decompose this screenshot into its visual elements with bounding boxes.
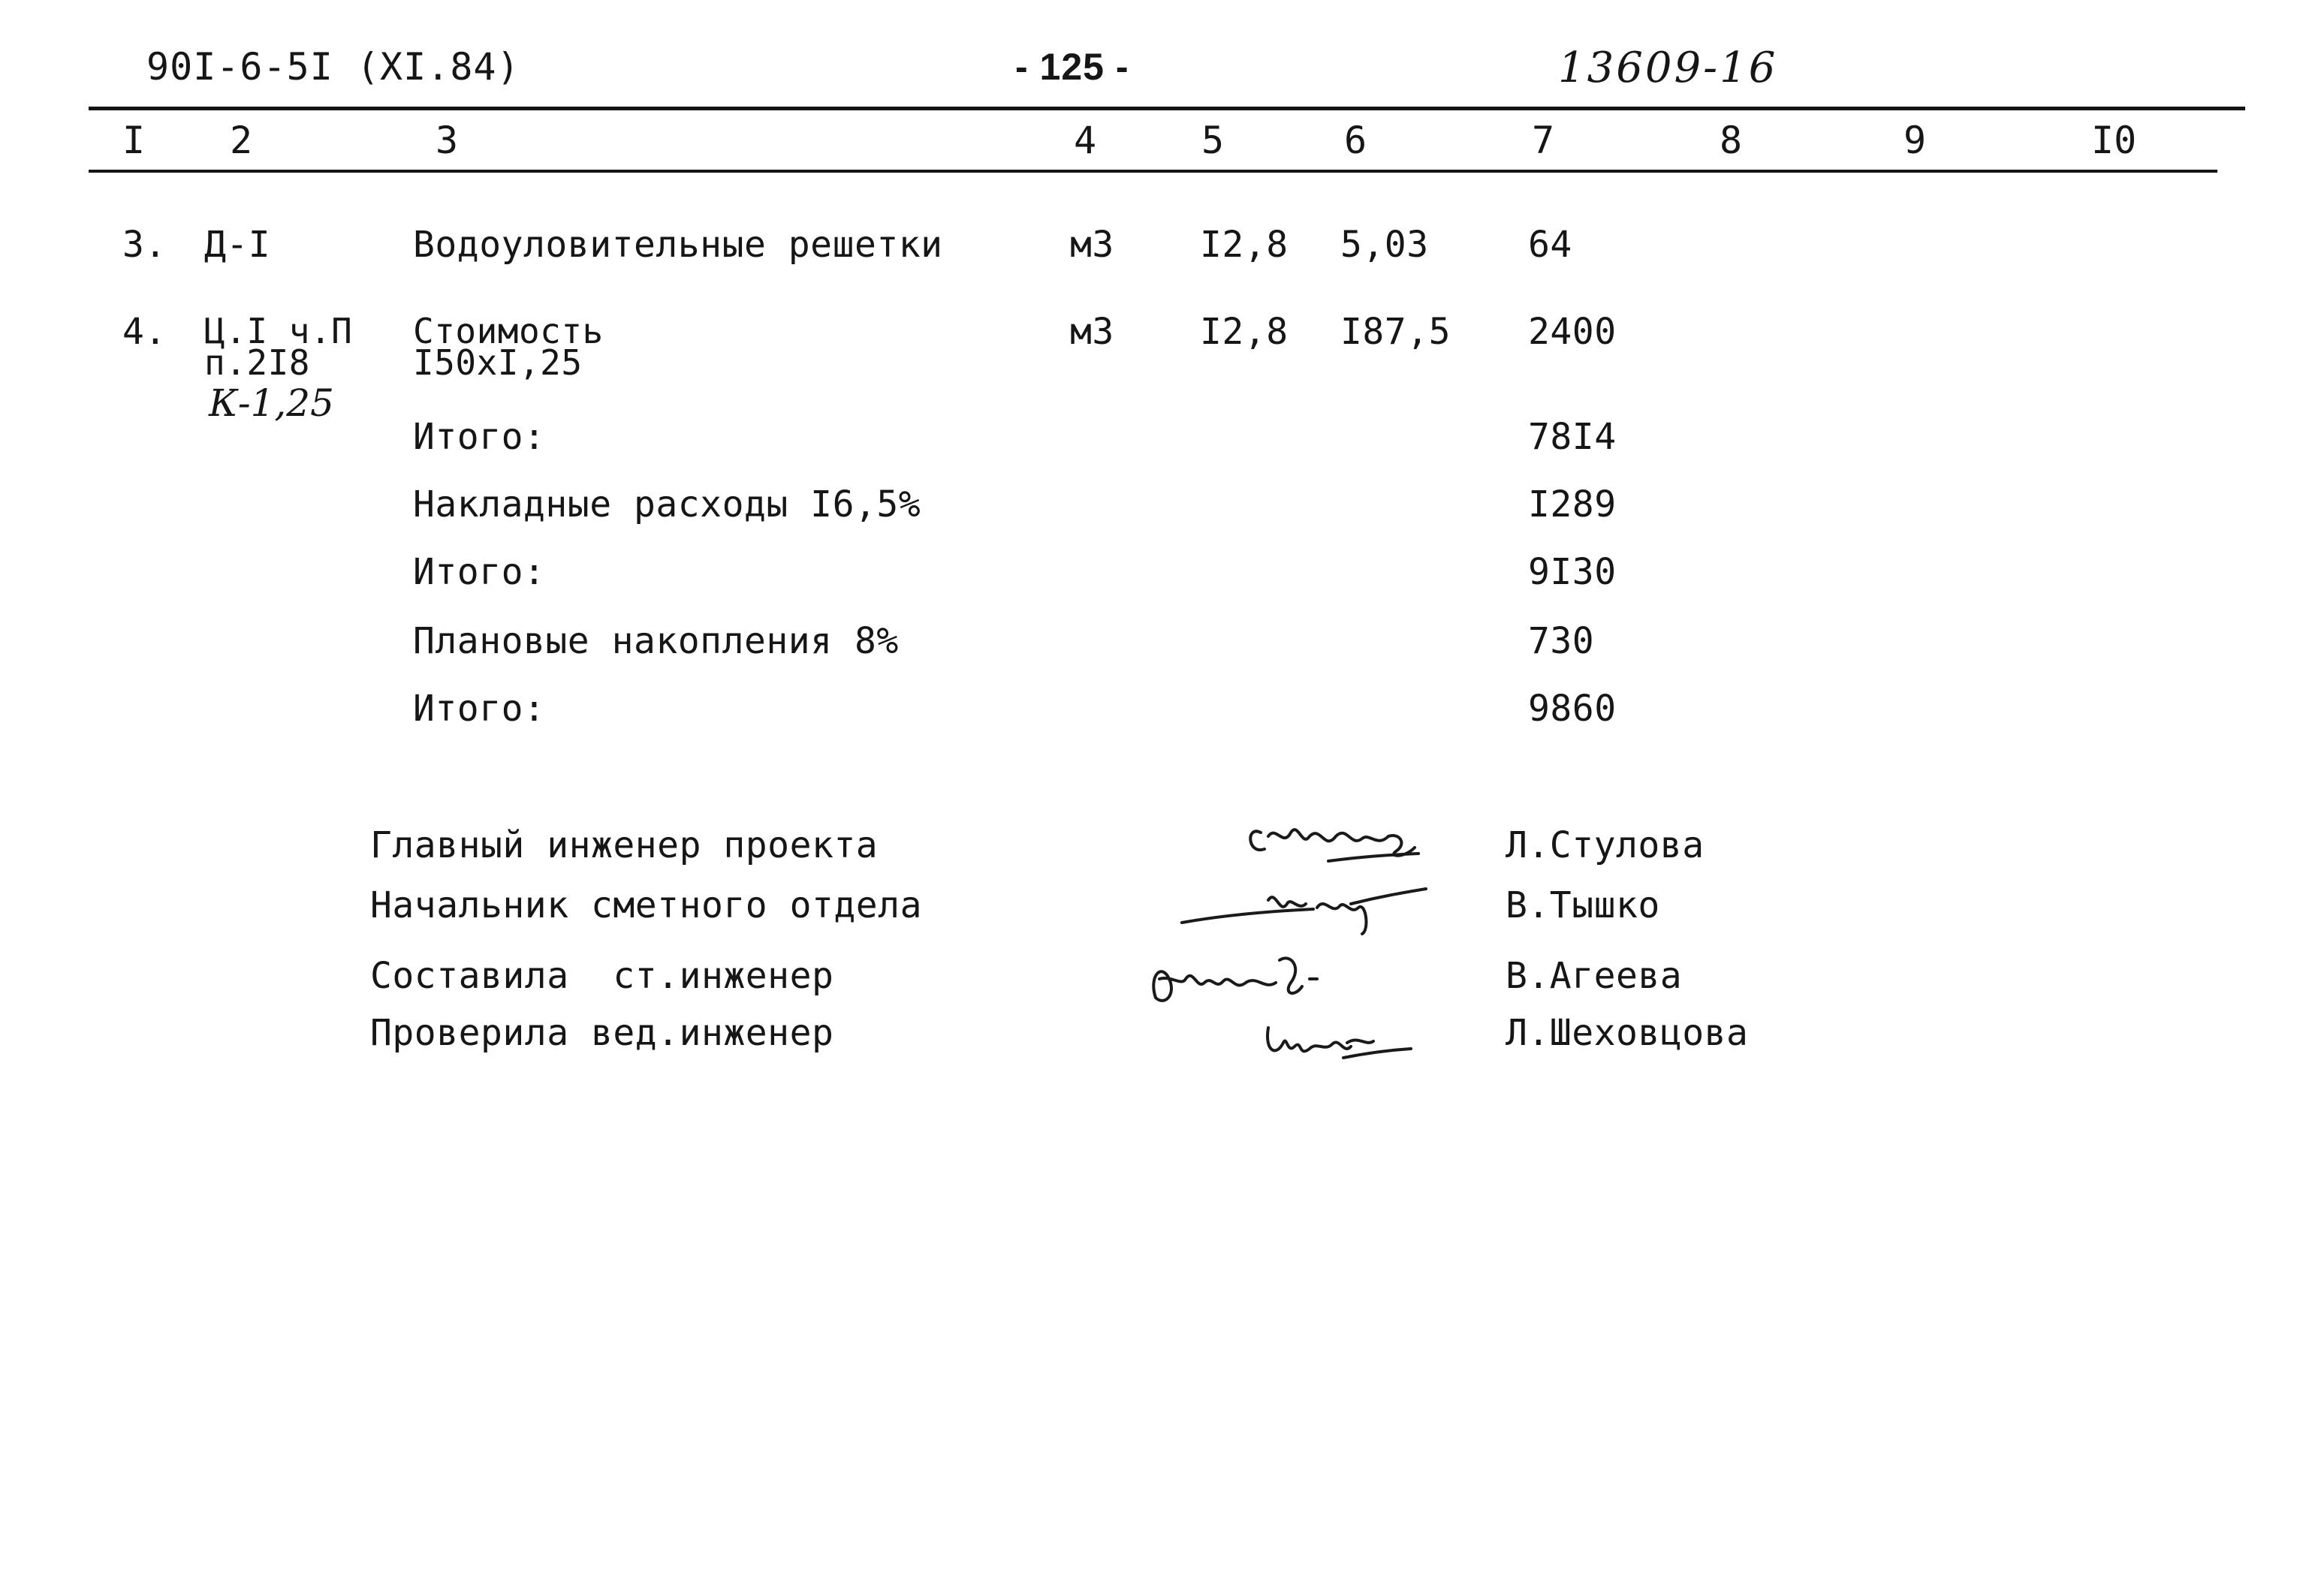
signatory-title: Главный инженер проекта (370, 824, 879, 866)
column-number: 9 (1904, 119, 1927, 162)
column-number: I (122, 119, 146, 162)
row-number: 4. (122, 311, 167, 353)
row-unit-price: 5,03 (1340, 224, 1429, 266)
column-number: 6 (1344, 119, 1367, 162)
row-name: Водоуловительные решетки (413, 224, 943, 266)
row-unit-price: I87,5 (1340, 311, 1451, 353)
summary-label: Итого: (413, 551, 546, 593)
row-name: Стоимость (413, 311, 604, 351)
row-total: 2400 (1528, 311, 1617, 353)
summary-label: Накладные расходы I6,5% (413, 483, 921, 525)
row-code-item: п.2I8 (204, 342, 310, 383)
summary-value: 9860 (1528, 688, 1617, 730)
column-number: 4 (1074, 119, 1097, 162)
row-code: Ц.I ч.П (204, 311, 353, 351)
signatory-title: Составила ст.инженер (370, 955, 834, 997)
summary-label: Итого: (413, 688, 546, 730)
row-total: 64 (1528, 224, 1572, 266)
signatory-name: В.Агеева (1506, 955, 1683, 997)
row-code-coefficient-note: К-1,25 (209, 381, 334, 425)
column-number: 5 (1201, 119, 1225, 162)
header-bottom-rule (89, 170, 2217, 173)
signatory-title: Начальник сметного отдела (370, 884, 922, 926)
summary-value: 9I30 (1528, 551, 1617, 593)
row-name-dimension: I50хI,25 (413, 342, 583, 383)
register-number: 13609-16 (1558, 44, 1778, 92)
summary-label: Итого: (413, 416, 546, 458)
signatory-name: Л.Стулова (1506, 824, 1705, 866)
row-quantity: I2,8 (1200, 311, 1289, 353)
row-unit: м3 (1070, 224, 1114, 266)
column-number: 2 (230, 119, 253, 162)
signatory-name: В.Тышко (1506, 884, 1660, 926)
document-code: 90I-6-5I (XI.84) (146, 45, 520, 89)
column-number: 3 (436, 119, 459, 162)
column-number: I0 (2091, 119, 2137, 162)
summary-value: 78I4 (1528, 416, 1617, 458)
row-quantity: I2,8 (1200, 224, 1289, 266)
page-number: - 125 - (1015, 46, 1129, 88)
column-number: 7 (1532, 119, 1555, 162)
summary-value: I289 (1528, 483, 1617, 525)
row-unit: м3 (1070, 311, 1114, 353)
row-number: 3. (122, 224, 167, 266)
summary-value: 730 (1528, 620, 1595, 662)
top-rule (89, 107, 2245, 110)
handwritten-signature (1231, 991, 1426, 1083)
row-code: Д-I (204, 224, 271, 266)
summary-label: Плановые накопления 8% (413, 620, 899, 662)
signatory-name: Л.Шеховцова (1506, 1012, 1749, 1054)
signatory-title: Проверила вед.инженер (370, 1012, 834, 1054)
column-number: 8 (1720, 119, 1743, 162)
